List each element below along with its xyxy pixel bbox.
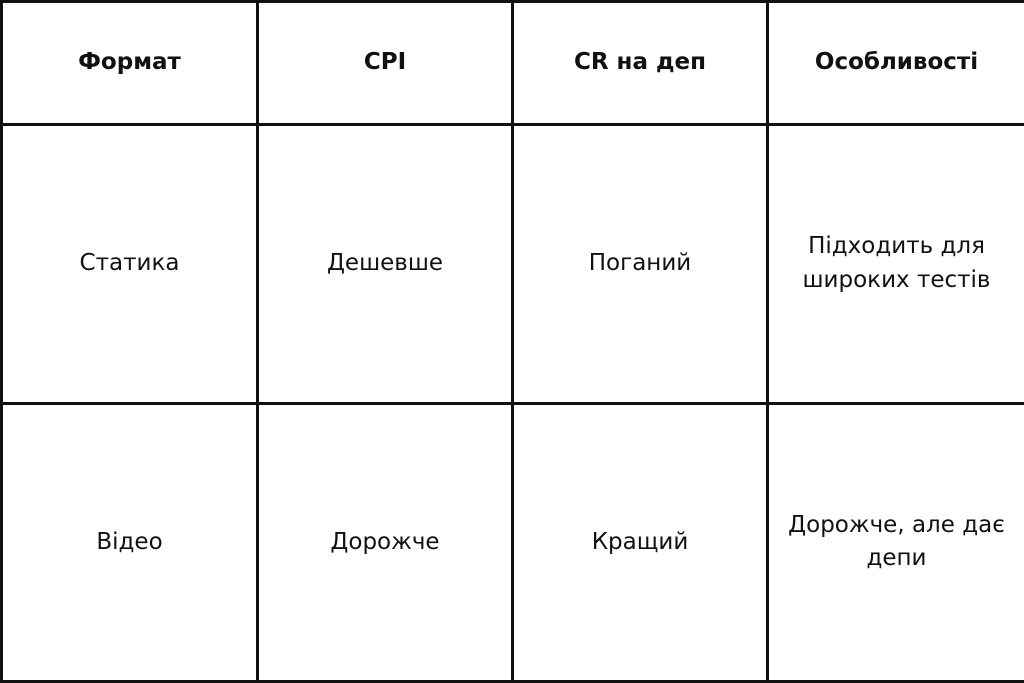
cell-format: Відео — [2, 403, 258, 682]
header-row — [2, 2, 1024, 125]
header-cpi: CPI — [258, 2, 513, 125]
cell-features: Підходить для широких тестів — [768, 125, 1024, 404]
table-row — [2, 125, 1024, 404]
header-cr-dep: CR на деп — [513, 2, 768, 125]
table-header — [2, 2, 1024, 125]
cell-cpi: Дорожче — [258, 403, 513, 682]
cell-cpi: Дешевше — [258, 125, 513, 404]
cell-features: Дорожче, але дає депи — [768, 403, 1024, 682]
cell-cr-dep: Кращий — [513, 403, 768, 682]
table-body — [2, 125, 1024, 682]
header-format: Формат — [2, 2, 258, 125]
cell-format: Статика — [2, 125, 258, 404]
cell-cr-dep: Поганий — [513, 125, 768, 404]
table-row — [2, 403, 1024, 682]
header-features: Особливості — [768, 2, 1024, 125]
